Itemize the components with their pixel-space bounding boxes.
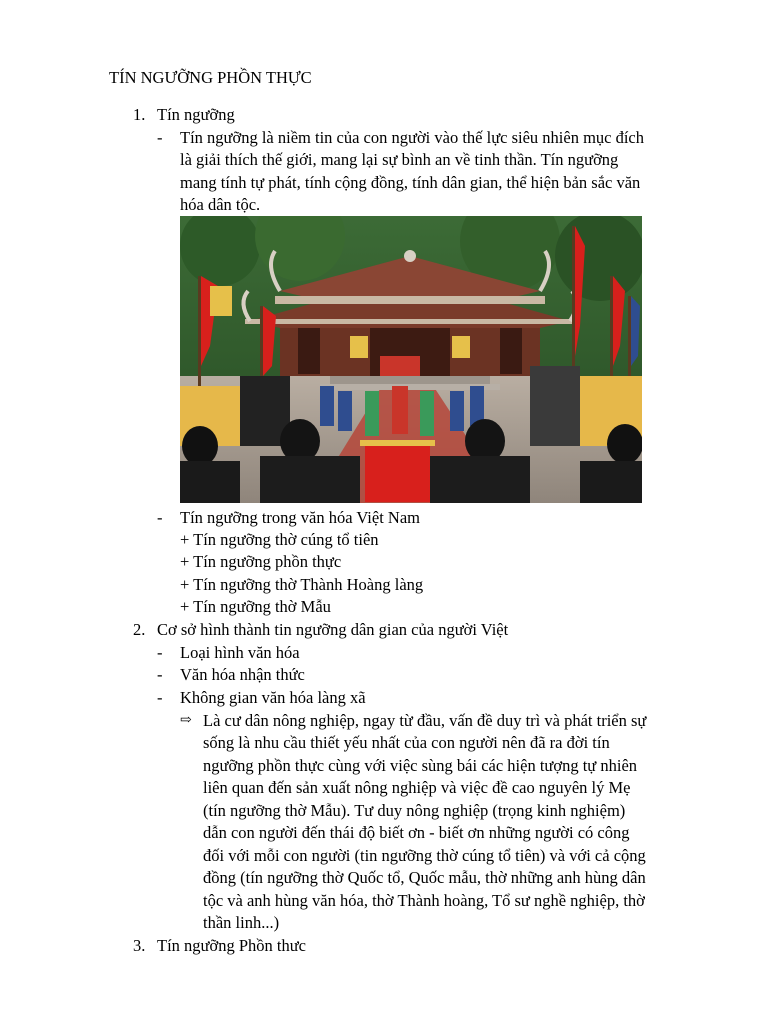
sub-item: + Tín ngưỡng thờ Mẫu	[180, 597, 331, 616]
paragraph-line: mang tính tự phát, tính cộng đồng, tính dân gian, thể hiện bản sắc văn	[180, 173, 641, 192]
section-2-number: 2.	[133, 620, 146, 639]
bullet-text: Văn hóa nhận thức	[180, 665, 305, 684]
section-3-number: 3.	[133, 936, 146, 955]
section-1-heading: Tín ngưỡng	[157, 105, 235, 124]
section-3-heading: Tín ngưỡng Phồn thưc	[157, 936, 306, 955]
paragraph-line: dẫn con người đến thái độ biết ơn - biết ơn những người có công	[203, 823, 630, 842]
document-title: TÍN NGƯỠNG PHỒN THỰC	[109, 68, 312, 87]
paragraph-line: ngưỡng phồn thực cùng với việc sùng bái các hiện tượng tự nhiên	[203, 756, 638, 775]
bullet-dash: -	[157, 665, 163, 684]
sub-item: + Tín ngưỡng phồn thực	[180, 552, 342, 571]
paragraph-line: là giải thích thế giới, mang lại sự bình an về tinh thần. Tín ngưỡng	[180, 150, 619, 169]
paragraph-line: thần linh...)	[203, 913, 280, 932]
paragraph-line: Là cư dân nông nghiệp, ngay từ đầu, vấn đề duy trì và phát triển sự	[203, 711, 647, 730]
paragraph-line: đồng (tín ngưỡng thờ Quốc tổ, Quốc mẫu, thờ những anh hùng dân	[203, 868, 646, 887]
bullet-text: Tín ngưỡng trong văn hóa Việt Nam	[180, 508, 420, 527]
sub-item: + Tín ngưỡng thờ cúng tổ tiên	[180, 530, 379, 549]
paragraph-line: Tín ngưỡng là niềm tin của con người vào thế lực siêu nhiên mục đích	[180, 128, 645, 147]
bullet-text: Loại hình văn hóa	[180, 643, 300, 662]
paragraph-line: sống là nhu cầu thiết yếu nhất của con người nên đã ra đời tín	[203, 733, 610, 752]
paragraph-line: liên quan đến sản xuất nông nghiệp và việc đề cao nguyên lý Mẹ	[203, 778, 631, 797]
paragraph-line: hóa dân tộc.	[180, 195, 261, 214]
bullet-dash: -	[157, 643, 163, 662]
paragraph-line: (tín ngưỡng thờ Mẫu). Tư duy nông nghiệp (trọng kinh nghiệm)	[203, 801, 626, 820]
bullet-text: Không gian văn hóa làng xã	[180, 688, 366, 707]
bullet-dash: -	[157, 508, 163, 527]
arrow-icon: ⇨	[180, 713, 192, 728]
paragraph-line: đối với mỗi con người (tin ngưỡng thờ cúng tổ tiên) và với cả cộng	[203, 846, 646, 865]
section-1-number: 1.	[133, 105, 146, 124]
temple-ceremony-photo	[180, 216, 642, 503]
bullet-dash: -	[157, 688, 163, 707]
sub-item: + Tín ngưỡng thờ Thành Hoàng làng	[180, 575, 424, 594]
section-2-heading: Cơ sở hình thành tin ngưỡng dân gian của người Việt	[157, 620, 509, 639]
paragraph-line: tộc và anh hùng văn hóa, thờ Thành hoàng, Tổ sư nghề nghiệp, thờ	[203, 891, 645, 910]
bullet-dash: -	[157, 128, 163, 147]
